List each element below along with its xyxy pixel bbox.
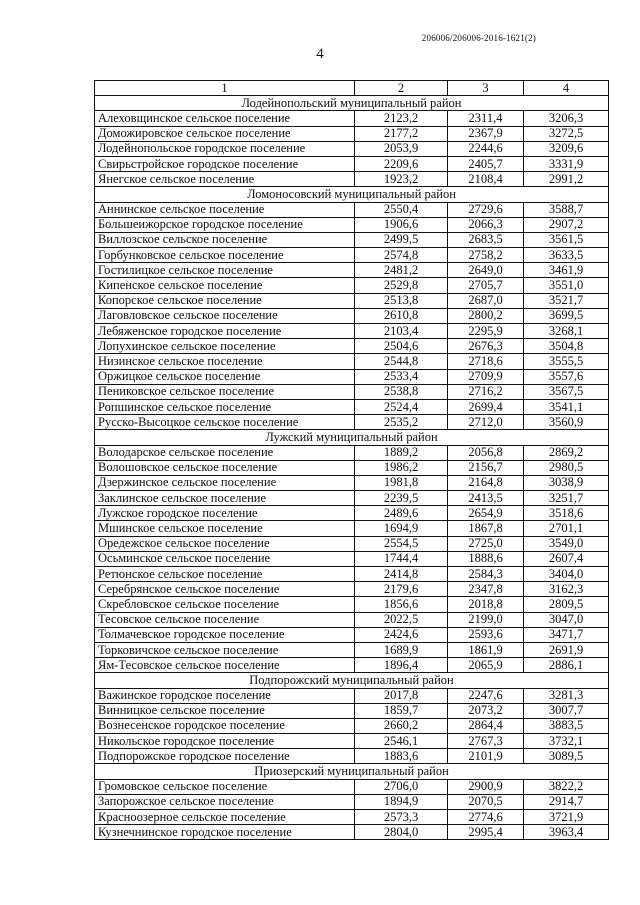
value-col-2: 2239,5	[355, 491, 448, 506]
value-col-2: 1883,6	[355, 749, 448, 764]
settlement-name: Большеижорское городское поселение	[95, 217, 355, 232]
table-row	[95, 141, 609, 156]
table-row	[95, 126, 609, 141]
settlement-name: Подпорожское городское поселение	[95, 749, 355, 764]
value-col-4: 3549,0	[524, 536, 609, 551]
value-col-3: 2247,6	[448, 688, 524, 703]
settlement-name: Заклинское сельское поселение	[95, 491, 355, 506]
value-col-4: 3007,7	[524, 703, 609, 718]
settlement-name: Винницкое сельское поселение	[95, 703, 355, 718]
settlement-name: Лопухинское сельское поселение	[95, 339, 355, 354]
table-row	[95, 324, 609, 339]
value-col-3: 2725,0	[448, 536, 524, 551]
value-col-3: 2311,4	[448, 111, 524, 126]
table-row	[95, 172, 609, 187]
value-col-3: 2295,9	[448, 324, 524, 339]
page-number: 4	[316, 46, 324, 62]
value-col-4: 3461,9	[524, 263, 609, 278]
value-col-4: 3557,6	[524, 369, 609, 384]
value-col-2: 2123,2	[355, 111, 448, 126]
table-row	[95, 779, 609, 794]
table-row	[95, 734, 609, 749]
table-row	[95, 718, 609, 733]
table-row	[95, 293, 609, 308]
value-col-4: 3268,1	[524, 324, 609, 339]
value-col-3: 2800,2	[448, 308, 524, 323]
value-col-3: 2164,8	[448, 475, 524, 490]
settlement-name: Янегское сельское поселение	[95, 172, 355, 187]
settlement-name: Лодейнопольское городское поселение	[95, 141, 355, 156]
value-col-3: 2709,9	[448, 369, 524, 384]
table-row	[95, 248, 609, 263]
settlement-name: Осьминское сельское поселение	[95, 551, 355, 566]
table-row	[95, 612, 609, 627]
value-col-4: 3504,8	[524, 339, 609, 354]
value-col-2: 1981,8	[355, 475, 448, 490]
value-col-2: 2529,8	[355, 278, 448, 293]
settlement-name: Красноозерное сельское поселение	[95, 810, 355, 825]
value-col-4: 3699,5	[524, 308, 609, 323]
table-row	[95, 232, 609, 247]
value-col-3: 1867,8	[448, 521, 524, 536]
value-col-4: 2691,9	[524, 642, 609, 657]
value-col-2: 2573,3	[355, 810, 448, 825]
value-col-3: 2716,2	[448, 384, 524, 399]
value-col-4: 2886,1	[524, 658, 609, 673]
table-row	[95, 339, 609, 354]
column-header-4: 4	[524, 81, 609, 96]
table-row	[95, 156, 609, 171]
value-col-4: 3281,3	[524, 688, 609, 703]
settlement-name: Толмачевское городское поселение	[95, 627, 355, 642]
rates-table	[94, 80, 609, 840]
district-name: Ломоносовский муниципальный район	[95, 187, 609, 202]
value-col-3: 2073,2	[448, 703, 524, 718]
value-col-3: 2676,3	[448, 339, 524, 354]
settlement-name: Гостилицкое сельское поселение	[95, 263, 355, 278]
table-row	[95, 551, 609, 566]
table-header-row	[95, 81, 609, 96]
table-row	[95, 749, 609, 764]
value-col-2: 1923,2	[355, 172, 448, 187]
value-col-4: 2701,1	[524, 521, 609, 536]
table-row	[95, 567, 609, 582]
table-row	[95, 202, 609, 217]
value-col-3: 2108,4	[448, 172, 524, 187]
settlement-name: Вознесенское городское поселение	[95, 718, 355, 733]
table-row	[95, 658, 609, 673]
value-col-4: 3883,5	[524, 718, 609, 733]
settlement-name: Копорское сельское поселение	[95, 293, 355, 308]
settlement-name: Лаговловское сельское поселение	[95, 308, 355, 323]
settlement-name: Оредежское сельское поселение	[95, 536, 355, 551]
settlement-name: Оржицкое сельское поселение	[95, 369, 355, 384]
district-header-row	[95, 673, 609, 688]
value-col-4: 2991,2	[524, 172, 609, 187]
settlement-name: Дзержинское сельское поселение	[95, 475, 355, 490]
value-col-2: 1859,7	[355, 703, 448, 718]
settlement-name: Русско-Высоцкое сельское поселение	[95, 415, 355, 430]
value-col-4: 3272,5	[524, 126, 609, 141]
value-col-4: 3518,6	[524, 506, 609, 521]
value-col-3: 2056,8	[448, 445, 524, 460]
district-header-row	[95, 187, 609, 202]
value-col-2: 2804,0	[355, 825, 448, 840]
table-row	[95, 399, 609, 414]
table-row	[95, 369, 609, 384]
value-col-2: 1894,9	[355, 794, 448, 809]
settlement-name: Никольское городское поселение	[95, 734, 355, 749]
value-col-3: 2367,9	[448, 126, 524, 141]
settlement-name: Виллозское сельское поселение	[95, 232, 355, 247]
settlement-name: Мшинское сельское поселение	[95, 521, 355, 536]
value-col-3: 2729,6	[448, 202, 524, 217]
value-col-2: 2574,8	[355, 248, 448, 263]
settlement-name: Торковичское сельское поселение	[95, 642, 355, 657]
table-row	[95, 263, 609, 278]
value-col-3: 2199,0	[448, 612, 524, 627]
value-col-2: 1906,6	[355, 217, 448, 232]
column-header-1: 1	[95, 81, 355, 96]
value-col-4: 2980,5	[524, 460, 609, 475]
value-col-3: 2758,2	[448, 248, 524, 263]
settlement-name: Аннинское сельское поселение	[95, 202, 355, 217]
district-name: Лодейнопольский муниципальный район	[95, 96, 609, 111]
value-col-3: 2347,8	[448, 582, 524, 597]
value-col-3: 2065,9	[448, 658, 524, 673]
value-col-2: 2489,6	[355, 506, 448, 521]
value-col-2: 2546,1	[355, 734, 448, 749]
district-header-row	[95, 764, 609, 779]
value-col-2: 1694,9	[355, 521, 448, 536]
settlement-name: Пениковское сельское поселение	[95, 384, 355, 399]
table-body	[95, 81, 609, 840]
column-header-2: 2	[355, 81, 448, 96]
value-col-4: 3560,9	[524, 415, 609, 430]
document-code: 206006/206006-2016-1621(2)	[421, 33, 536, 43]
value-col-3: 2593,6	[448, 627, 524, 642]
value-col-4: 3038,9	[524, 475, 609, 490]
value-col-3: 2774,6	[448, 810, 524, 825]
value-col-4: 3633,5	[524, 248, 609, 263]
value-col-2: 1889,2	[355, 445, 448, 460]
value-col-3: 2699,4	[448, 399, 524, 414]
value-col-3: 2767,3	[448, 734, 524, 749]
value-col-2: 2504,6	[355, 339, 448, 354]
value-col-4: 3567,5	[524, 384, 609, 399]
value-col-2: 1896,4	[355, 658, 448, 673]
table-row	[95, 582, 609, 597]
value-col-2: 2550,4	[355, 202, 448, 217]
table-row	[95, 354, 609, 369]
value-col-3: 2705,7	[448, 278, 524, 293]
value-col-2: 2179,6	[355, 582, 448, 597]
settlement-name: Запорожское сельское поселение	[95, 794, 355, 809]
settlement-name: Лужское городское поселение	[95, 506, 355, 521]
value-col-2: 2053,9	[355, 141, 448, 156]
settlement-name: Кипенское сельское поселение	[95, 278, 355, 293]
table-row	[95, 810, 609, 825]
value-col-2: 1689,9	[355, 642, 448, 657]
table-row	[95, 536, 609, 551]
value-col-4: 3251,7	[524, 491, 609, 506]
value-col-4: 3555,5	[524, 354, 609, 369]
table-row	[95, 384, 609, 399]
value-col-2: 2513,8	[355, 293, 448, 308]
value-col-2: 2524,4	[355, 399, 448, 414]
value-col-3: 2405,7	[448, 156, 524, 171]
settlement-name: Важинское городское поселение	[95, 688, 355, 703]
value-col-2: 1856,6	[355, 597, 448, 612]
value-col-4: 3047,0	[524, 612, 609, 627]
value-col-3: 2864,4	[448, 718, 524, 733]
settlement-name: Волошовское сельское поселение	[95, 460, 355, 475]
district-name: Лужский муниципальный район	[95, 430, 609, 445]
settlement-name: Свирьстройское городское поселение	[95, 156, 355, 171]
value-col-3: 2070,5	[448, 794, 524, 809]
value-col-2: 2499,5	[355, 232, 448, 247]
value-col-2: 2554,5	[355, 536, 448, 551]
table-row	[95, 308, 609, 323]
district-header-row	[95, 430, 609, 445]
value-col-4: 2607,4	[524, 551, 609, 566]
value-col-2: 2424,6	[355, 627, 448, 642]
value-col-3: 2156,7	[448, 460, 524, 475]
value-col-2: 2209,6	[355, 156, 448, 171]
value-col-4: 3822,2	[524, 779, 609, 794]
value-col-2: 2414,8	[355, 567, 448, 582]
value-col-4: 3209,6	[524, 141, 609, 156]
table-row	[95, 445, 609, 460]
value-col-3: 1861,9	[448, 642, 524, 657]
settlement-name: Лебяженское городское поселение	[95, 324, 355, 339]
table-row	[95, 597, 609, 612]
value-col-2: 2706,0	[355, 779, 448, 794]
table-row	[95, 460, 609, 475]
value-col-4: 3162,3	[524, 582, 609, 597]
value-col-2: 1986,2	[355, 460, 448, 475]
settlement-name: Скребловское сельское поселение	[95, 597, 355, 612]
value-col-2: 2103,4	[355, 324, 448, 339]
table-row	[95, 825, 609, 840]
value-col-4: 3331,9	[524, 156, 609, 171]
table-row	[95, 491, 609, 506]
table-row	[95, 415, 609, 430]
value-col-2: 2177,2	[355, 126, 448, 141]
value-col-3: 2101,9	[448, 749, 524, 764]
value-col-3: 2687,0	[448, 293, 524, 308]
value-col-4: 3963,4	[524, 825, 609, 840]
value-col-4: 3541,1	[524, 399, 609, 414]
value-col-2: 2481,2	[355, 263, 448, 278]
column-header-3: 3	[448, 81, 524, 96]
table-row	[95, 794, 609, 809]
table-row	[95, 642, 609, 657]
value-col-4: 2914,7	[524, 794, 609, 809]
table-row	[95, 217, 609, 232]
value-col-3: 2683,5	[448, 232, 524, 247]
value-col-3: 1888,6	[448, 551, 524, 566]
value-col-4: 2809,5	[524, 597, 609, 612]
district-name: Приозерский муниципальный район	[95, 764, 609, 779]
value-col-2: 2017,8	[355, 688, 448, 703]
value-col-3: 2018,8	[448, 597, 524, 612]
settlement-name: Тесовское сельское поселение	[95, 612, 355, 627]
value-col-3: 2995,4	[448, 825, 524, 840]
table-row	[95, 627, 609, 642]
value-col-4: 3551,0	[524, 278, 609, 293]
value-col-2: 2538,8	[355, 384, 448, 399]
settlement-name: Ропшинское сельское поселение	[95, 399, 355, 414]
value-col-4: 3721,9	[524, 810, 609, 825]
table-row	[95, 688, 609, 703]
value-col-3: 2584,3	[448, 567, 524, 582]
value-col-2: 2610,8	[355, 308, 448, 323]
value-col-2: 2544,8	[355, 354, 448, 369]
value-col-2: 2022,5	[355, 612, 448, 627]
value-col-2: 2533,4	[355, 369, 448, 384]
district-header-row	[95, 96, 609, 111]
value-col-3: 2712,0	[448, 415, 524, 430]
table-row	[95, 521, 609, 536]
settlement-name: Горбунковское сельское поселение	[95, 248, 355, 263]
settlement-name: Серебрянское сельское поселение	[95, 582, 355, 597]
value-col-3: 2718,6	[448, 354, 524, 369]
value-col-2: 1744,4	[355, 551, 448, 566]
value-col-4: 3588,7	[524, 202, 609, 217]
settlement-name: Ям-Тесовское сельское поселение	[95, 658, 355, 673]
value-col-4: 2907,2	[524, 217, 609, 232]
value-col-4: 2869,2	[524, 445, 609, 460]
value-col-3: 2649,0	[448, 263, 524, 278]
settlement-name: Громовское сельское поселение	[95, 779, 355, 794]
value-col-3: 2244,6	[448, 141, 524, 156]
value-col-3: 2413,5	[448, 491, 524, 506]
value-col-2: 2535,2	[355, 415, 448, 430]
value-col-2: 2660,2	[355, 718, 448, 733]
table-row	[95, 475, 609, 490]
value-col-3: 2900,9	[448, 779, 524, 794]
value-col-4: 3471,7	[524, 627, 609, 642]
settlement-name: Алеховщинское сельское поселение	[95, 111, 355, 126]
settlement-name: Доможировское сельское поселение	[95, 126, 355, 141]
value-col-4: 3732,1	[524, 734, 609, 749]
settlement-name: Низинское сельское поселение	[95, 354, 355, 369]
district-name: Подпорожский муниципальный район	[95, 673, 609, 688]
table-row	[95, 278, 609, 293]
value-col-3: 2066,3	[448, 217, 524, 232]
value-col-3: 2654,9	[448, 506, 524, 521]
settlement-name: Ретюнское сельское поселение	[95, 567, 355, 582]
settlement-name: Володарское сельское поселение	[95, 445, 355, 460]
table-row	[95, 703, 609, 718]
value-col-4: 3561,5	[524, 232, 609, 247]
settlement-name: Кузнечнинское городское поселение	[95, 825, 355, 840]
value-col-4: 3521,7	[524, 293, 609, 308]
table-row	[95, 506, 609, 521]
table-row	[95, 111, 609, 126]
value-col-4: 3089,5	[524, 749, 609, 764]
value-col-4: 3206,3	[524, 111, 609, 126]
value-col-4: 3404,0	[524, 567, 609, 582]
